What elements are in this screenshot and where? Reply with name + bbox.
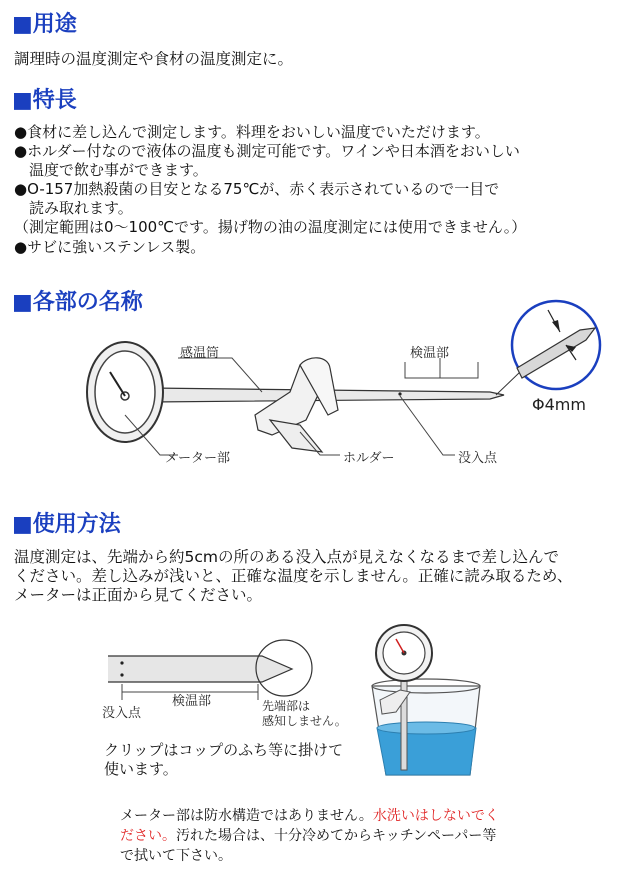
feature-item: 読み取れます。 — [14, 199, 133, 217]
note-warning: ださい。 — [120, 828, 176, 844]
feature-item: ●サビに強いステンレス製。 — [14, 238, 206, 256]
howto-heading: ■使用方法 — [12, 512, 121, 537]
usage-label-tip-2: 感知しません。 — [262, 714, 347, 728]
label-sensor-tube: 感温筒 — [180, 346, 220, 361]
label-immersion-point: 没入点 — [458, 451, 498, 466]
feature-item: （測定範囲は0～100℃です。揚げ物の油の温度測定には使用できません。） — [14, 218, 527, 236]
feature-item: 温度で飲む事ができます。 — [14, 161, 208, 179]
usage-label-sensing-part: 検温部 — [172, 694, 212, 709]
label-diameter: Φ4mm — [532, 395, 586, 414]
label-meter: メーター部 — [165, 451, 231, 466]
clip-instruction-1: クリップはコップのふち等に掛けて — [104, 741, 344, 759]
parts-heading: ■各部の名称 — [12, 290, 143, 315]
usage-heading: ■用途 — [12, 12, 77, 37]
note-text: で拭いて下さい。 — [120, 848, 232, 864]
usage-text: 調理時の温度測定や食材の温度測定に。 — [14, 50, 294, 68]
note-text: メーター部は防水構造ではありません。 — [120, 808, 373, 824]
clip-instruction-2: 使います。 — [104, 760, 178, 778]
feature-item: ●O-157加熱殺菌の目安となる75℃が、赤く表示されているので一目で — [14, 180, 500, 198]
label-holder: ホルダー — [343, 451, 395, 466]
howto-text: ください。差し込みが浅いと、正確な温度を示しません。正確に読み取るため、 — [14, 567, 573, 585]
features-heading: ■特長 — [12, 88, 77, 113]
label-sensing-part: 検温部 — [410, 346, 450, 361]
note-warning: 水洗いはしないでく — [372, 808, 499, 824]
usage-label-tip-1: 先端部は — [262, 699, 311, 713]
howto-text: 温度測定は、先端から約5cmの所のある没入点が見えなくなるまで差し込んで — [14, 548, 559, 566]
note-text: 汚れた場合は、十分冷めてからキッチンペーパー等 — [176, 828, 497, 844]
feature-item: ●ホルダー付なので液体の温度も測定可能です。ワインや日本酒をおいしい — [14, 142, 520, 160]
feature-item: ●食材に差し込んで測定します。料理をおいしい温度でいただけます。 — [14, 123, 490, 141]
howto-text: メーターは正面から見てください。 — [14, 586, 263, 604]
usage-label-immersion-point: 没入点 — [102, 706, 142, 721]
